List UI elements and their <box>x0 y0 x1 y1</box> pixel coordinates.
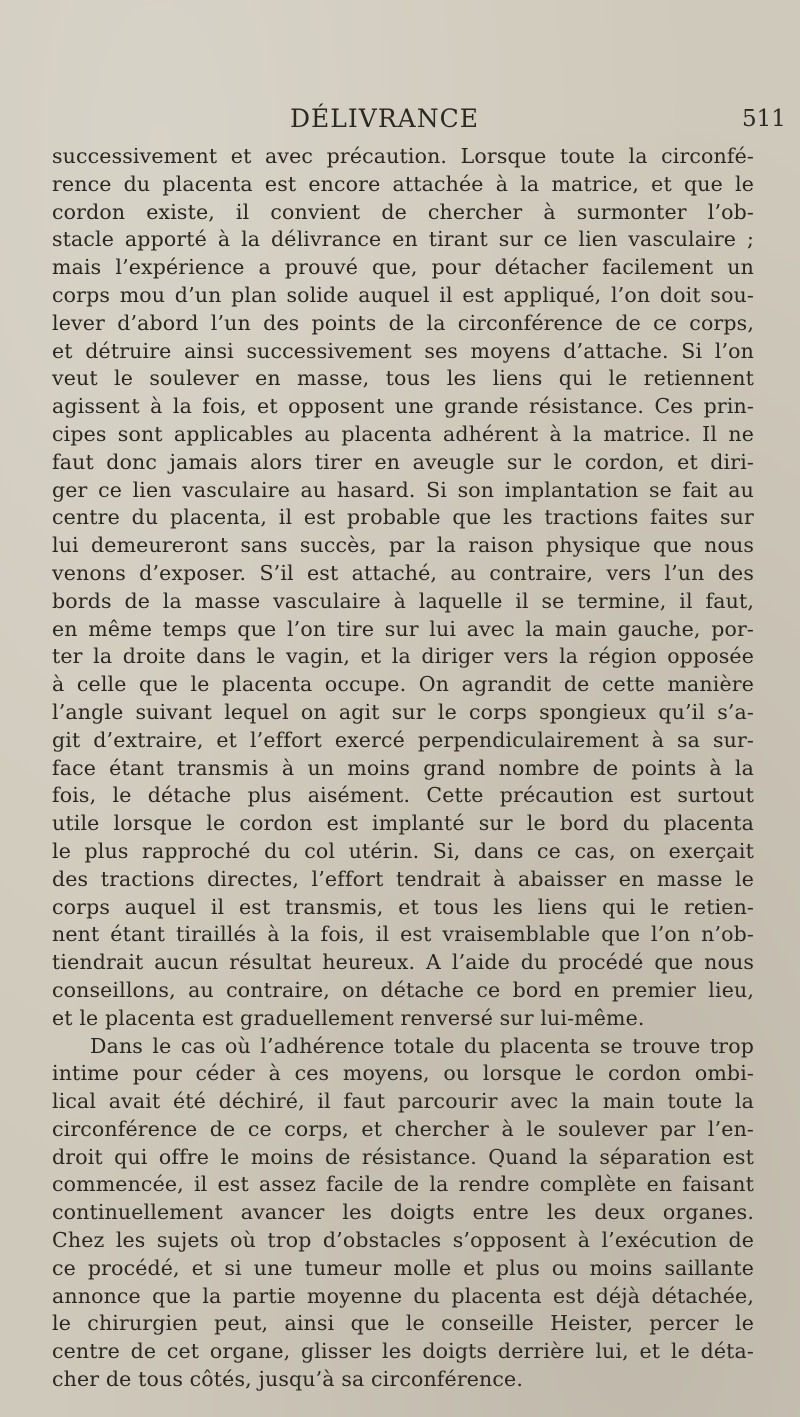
page-number: 511 <box>742 106 786 132</box>
text-line: le plus rapproché du col utérin. Si, dans ce cas, on exerçait <box>52 838 754 863</box>
text-line: conseillons, au contraire, on détache ce bord en premier lieu, <box>52 977 754 1002</box>
text-line: commencée, il est assez facile de la rendre complète en faisant <box>52 1172 754 1197</box>
text-line: cipes sont applicables au placenta adhérent à la matrice. Il ne <box>52 421 754 446</box>
text-line: ter la droite dans le vagin, et la diriger vers la région opposée <box>52 644 754 669</box>
text-line: cordon existe, il convient de chercher à surmonter l’ob- <box>52 199 754 224</box>
paragraph-start-line: Dans le cas où l’adhérence totale du placenta se trouve trop <box>90 1033 754 1058</box>
running-head <box>0 104 800 140</box>
text-line: venons d’exposer. S’il est attaché, au contraire, vers l’un des <box>52 560 754 585</box>
paragraph-end-line: cher de tous côtés, jusqu’à sa circonférence. <box>52 1367 523 1392</box>
text-line: lui demeureront sans succès, par la raison physique que nous <box>52 533 754 558</box>
text-line: Chez les sujets où trop d’obstacles s’opposent à l’exécution de <box>52 1228 754 1253</box>
text-line: intime pour céder à ces moyens, ou lorsque le cordon ombi- <box>52 1061 754 1086</box>
text-line: des tractions directes, l’effort tendrait à abaisser en masse le <box>52 866 754 891</box>
text-line: continuellement avancer les doigts entre les deux organes. <box>52 1200 754 1225</box>
text-line: corps auquel il est transmis, et tous les liens qui le retien- <box>52 894 754 919</box>
text-line: corps mou d’un plan solide auquel il est appliqué, l’on doit sou- <box>52 282 754 307</box>
text-line: nent étant tiraillés à la fois, il est vraisemblable que l’on n’ob- <box>52 922 754 947</box>
text-line: fois, le détache plus aisément. Cette précaution est surtout <box>52 783 754 808</box>
text-line: annonce que la partie moyenne du placenta est déjà détachée, <box>52 1283 754 1308</box>
text-line: bords de la masse vasculaire à laquelle il se termine, il faut, <box>52 588 754 613</box>
text-line: le chirurgien peut, ainsi que le conseille Heister, percer le <box>52 1311 754 1336</box>
text-line: centre du placenta, il est probable que les tractions faites sur <box>52 505 754 530</box>
text-line: agissent à la fois, et opposent une grande résistance. Ces prin- <box>52 394 754 419</box>
text-line: git d’extraire, et l’effort exercé perpendiculairement à sa sur- <box>52 727 754 752</box>
text-line: veut le soulever en masse, tous les liens qui le retiennent <box>52 366 754 391</box>
text-line: et détruire ainsi successivement ses moyens d’attache. Si l’on <box>52 338 754 363</box>
text-line: utile lorsque le cordon est implanté sur le bord du placenta <box>52 811 754 836</box>
text-line: lical avait été déchiré, il faut parcourir avec la main toute la <box>52 1089 754 1114</box>
text-line: centre de cet organe, glisser les doigts derrière lui, et le déta- <box>52 1339 754 1364</box>
text-line: rence du placenta est encore attachée à la matrice, et que le <box>52 171 754 196</box>
text-line: l’angle suivant lequel on agit sur le corps spongieux qu’il s’a- <box>52 699 754 724</box>
text-line: droit qui offre le moins de résistance. Quand la séparation est <box>52 1144 754 1169</box>
text-line: successivement et avec précaution. Lorsque toute la circonfé- <box>52 144 754 168</box>
text-line: ce procédé, et si une tumeur molle et plus ou moins saillante <box>52 1255 754 1280</box>
text-line: en même temps que l’on tire sur lui avec la main gauche, por- <box>52 616 754 641</box>
text-line: lever d’abord l’un des points de la circonférence de ce corps, <box>52 310 754 335</box>
running-title: DÉLIVRANCE <box>290 104 479 133</box>
text-line: stacle apporté à la délivrance en tirant sur ce lien vasculaire ; <box>52 227 754 252</box>
text-line: à celle que le placenta occupe. On agrandit de cette manière <box>52 672 754 697</box>
text-line: faut donc jamais alors tirer en aveugle sur le cordon, et diri- <box>52 449 754 474</box>
text-line: circonférence de ce corps, et chercher à le soulever par l’en- <box>52 1116 754 1141</box>
text-line: ger ce lien vasculaire au hasard. Si son implantation se fait au <box>52 477 754 502</box>
text-line: tiendrait aucun résultat heureux. A l’aide du procédé que nous <box>52 950 754 975</box>
text-line: face étant transmis à un moins grand nombre de points à la <box>52 755 754 780</box>
paragraph-end-line: et le placenta est graduellement renversé sur lui-même. <box>52 1005 645 1030</box>
text-line: mais l’expérience a prouvé que, pour détacher facilement un <box>52 255 754 280</box>
body-text <box>52 143 754 1394</box>
